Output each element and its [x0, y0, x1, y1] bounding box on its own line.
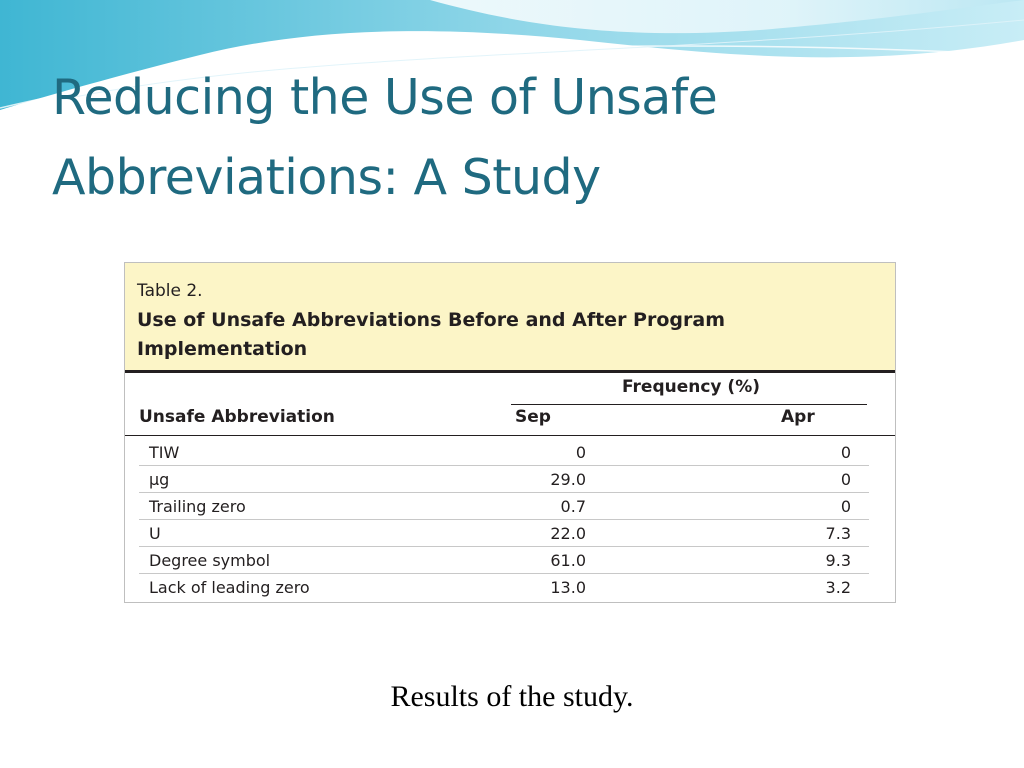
table-title-line: Implementation: [137, 338, 308, 360]
apr-cell: 0: [840, 497, 851, 516]
table-row: [139, 493, 869, 520]
table-row: [139, 520, 869, 547]
apr-cell: 0: [840, 443, 851, 462]
table-rule: [125, 370, 895, 373]
abbreviation-cell: Degree symbol: [149, 551, 271, 570]
slide-title: [52, 58, 952, 218]
slide-title-line: Abbreviations: A Study: [52, 149, 601, 206]
frequency-rule: [511, 404, 867, 405]
sep-cell: 13.0: [550, 578, 586, 597]
table-row: [139, 439, 869, 466]
column-header-abbreviation: Unsafe Abbreviation: [139, 407, 335, 427]
study-table: [124, 262, 896, 603]
slide-title-line: Reducing the Use of Unsafe: [52, 69, 718, 126]
apr-cell: 0: [840, 470, 851, 489]
abbreviation-cell: Trailing zero: [149, 497, 246, 516]
sep-cell: 29.0: [550, 470, 586, 489]
slide-caption: Results of the study.: [390, 680, 634, 713]
table-title: [137, 306, 837, 364]
apr-cell: 3.2: [825, 578, 851, 597]
abbreviation-cell: TIW: [149, 443, 180, 462]
table-number: Table 2.: [137, 281, 203, 301]
abbreviation-cell: μg: [149, 470, 170, 489]
column-header-apr: Apr: [781, 407, 815, 427]
sep-cell: 61.0: [550, 551, 586, 570]
frequency-header: Frequency (%): [622, 377, 760, 397]
table-row: [139, 574, 869, 601]
sep-cell: 0.7: [560, 497, 586, 516]
header-rule: [125, 435, 895, 436]
table-row: [139, 547, 869, 574]
table-row: [139, 466, 869, 493]
apr-cell: 7.3: [825, 524, 851, 543]
column-header-sep: Sep: [515, 407, 551, 427]
table-title-line: Use of Unsafe Abbreviations Before and After Program: [137, 309, 725, 331]
sep-cell: 0: [575, 443, 586, 462]
sep-cell: 22.0: [550, 524, 586, 543]
abbreviation-cell: Lack of leading zero: [149, 578, 310, 597]
apr-cell: 9.3: [825, 551, 851, 570]
abbreviation-cell: U: [149, 524, 161, 543]
table-header: [125, 263, 895, 370]
